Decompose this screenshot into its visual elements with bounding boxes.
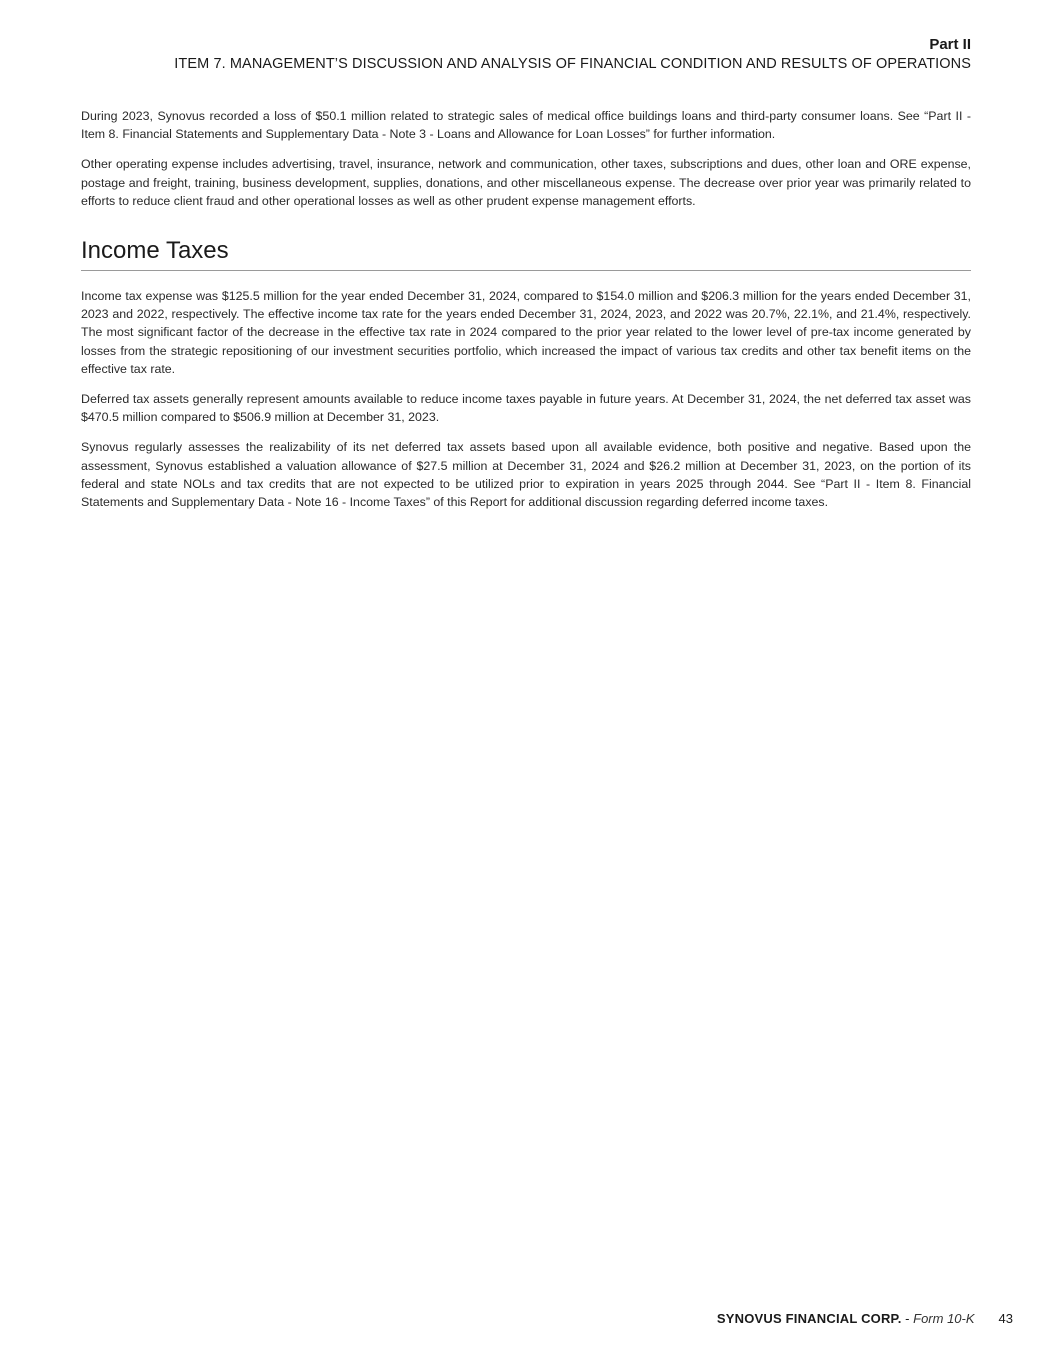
footer-form: Form 10-K — [913, 1311, 975, 1326]
part-label: Part II — [929, 36, 971, 53]
page-footer — [717, 1311, 1013, 1326]
income-taxes-paragraph-3: Synovus regularly assesses the realizability of its net deferred tax assets based upon all available evidence, both positive and negative. Based upon the assessment, Synovus established a valuation allowance of $27.5 million at December 31, 2024 and $26.2 million at December 31, 2023, on the portion of its federal and state NOLs and tax credits that are not expected to be utilized prior to expiration in years 2025 through 2044. See “Part II - Item 8. Financial Statements and Supplementary Data - Note 16 - Income Taxes” of this Report for additional discussion regarding deferred income taxes. — [81, 440, 971, 510]
income-taxes-section — [81, 287, 971, 511]
footer-separator: - — [901, 1311, 914, 1326]
main-content — [81, 107, 971, 523]
item-title: ITEM 7. MANAGEMENT’S DISCUSSION AND ANALYSIS OF FINANCIAL CONDITION AND RESULTS OF OPERATIONS — [174, 56, 971, 72]
page-header — [71, 36, 971, 74]
footer-company: SYNOVUS FINANCIAL CORP. — [716, 1311, 902, 1326]
intro-paragraph-2: Other operating expense includes advertising, travel, insurance, network and communication, other taxes, subscriptions and dues, other loan and ORE expense, postage and freight, training, business development, supplies, donations, and other miscellaneous expense. The decrease over prior year was primarily related to efforts to reduce client fraud and other operational losses as well as other prudent expense management efforts. — [81, 157, 971, 208]
page-number: 43 — [998, 1311, 1013, 1326]
income-taxes-paragraph-2: Deferred tax assets generally represent amounts available to reduce income taxes payable in future years. At December 31, 2024, the net deferred tax asset was $470.5 million compared to $506.9 million at December 31, 2023. — [81, 392, 971, 425]
income-taxes-heading: Income Taxes — [81, 236, 971, 271]
income-taxes-paragraph-1: Income tax expense was $125.5 million for the year ended December 31, 2024, compared to $154.0 million and $206.3 million for the years ended December 31, 2023 and 2022, respectively. The effective income tax rate for the years ended December 31, 2024, 2023, and 2022 was 20.7%, 22.1%, and 21.4%, respectively. The most significant factor of the decrease in the effective tax rate in 2024 compared to the prior year related to the lower level of pre-tax income generated by losses from the strategic repositioning of our investment securities portfolio, which increased the impact of various tax credits and other tax benefit items on the effective tax rate. — [81, 289, 971, 376]
intro-paragraph-1: During 2023, Synovus recorded a loss of $50.1 million related to strategic sales of medical office buildings loans and third-party consumer loans. See “Part II - Item 8. Financial Statements and Supplementary Data - Note 3 - Loans and Allowance for Loan Losses” for further information. — [81, 109, 971, 142]
